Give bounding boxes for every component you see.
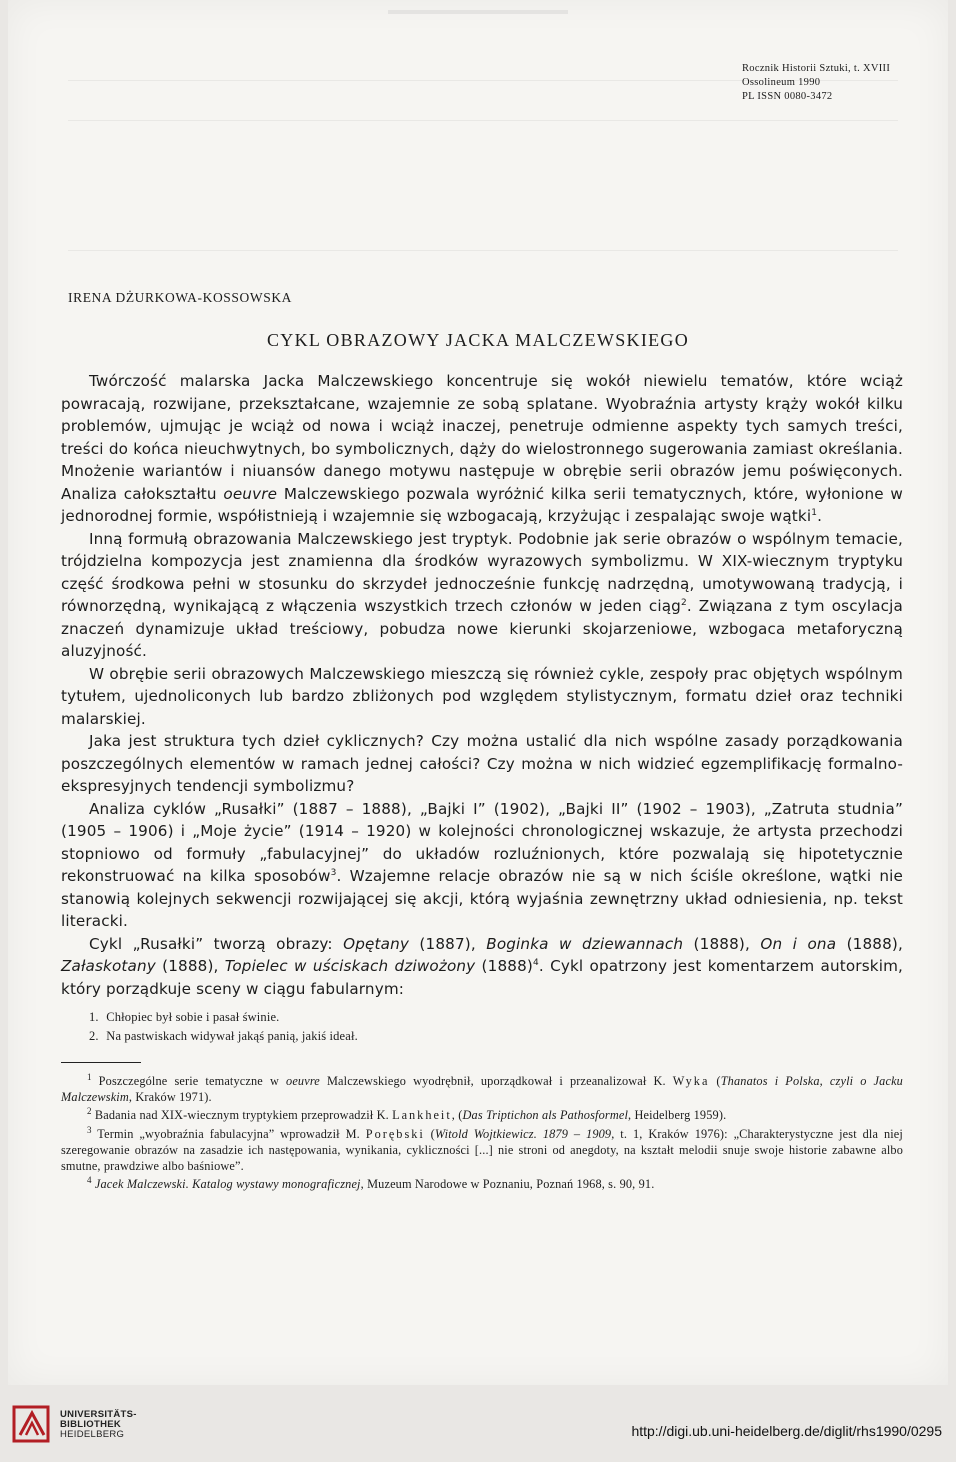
library-logo[interactable]	[12, 1405, 137, 1445]
paragraph: Analiza cyklów „Rusałki” (1887 – 1888), „Bajki I” (1902), „Bajki II” (1902 – 1903), „Zatruta studnia” (1905 – 1906) i „Moje życie” (1914 – 1920) w kolejności chronologicznej wskazuje, że artysta przechodzi stopniowo od formuły „fabulacyjnej” do układów rozluźnionych, które pozwalają się hipotetycznie rekonstruować na kilka sposobów$^3$. Wzajemne relacje obrazów nie są w nich ściśle określone, wątki nie stanowią kolejnych sekwencji rozwijającej się akcji, którą wyjaśnia zewnętrzny układ odniesienia, np. tekst literacki.	[61, 799, 903, 930]
journal-issn: PL ISSN 0080-3472	[742, 91, 833, 102]
footnotes	[61, 1073, 903, 1192]
footnote-2: $^2$ Badania nad XIX-wiecznym tryptykiem przeprowadził K. Lankheit, (Das Triptichon als Pathosformel, Heidelberg 1959).	[87, 1106, 727, 1123]
footnote-1: $^1$ Poszczególne serie tematyczne w oeuvre Malczewskiego wyodrębnił, uporządkował i przeanalizował K. Wyka (Thanatos i Polska, czyli o Jacku Malczewskim, Kraków 1971).	[61, 1071, 903, 1105]
footnote-3: $^3$ Termin „wyobraźnia fabulacyjna” wprowadził M. Porębski (Witold Wojtkiewicz. 1879 – 1909, t. 1, Kraków 1976): „Charakterystyczne jest dla niej szeregowanie obrazów na zasadzie ich następowania, wynikania, cykliczności [...] nie stroni od anegdoty, na kształt melodii snuje swoje historie zabawne albo smutne, prawdziwe albo baśniowe”.	[61, 1124, 903, 1174]
paragraph: W obrębie serii obrazowych Malczewskiego mieszczą się również cykle, zespoły prac objętych wspólnym tytułem, ujednoliconych lub bardzo zbliżonych pod względem stylistycznym, formatu dzieł oraz techniki malarskiej.	[61, 664, 903, 728]
paragraph: Jaka jest struktura tych dzieł cyklicznych? Czy można ustalić dla nich wspólne zasady porządkowania poszczególnych elementów w ramach jednej całości? Czy można w nich widzieć egzemplifikację formalno-ekspresyjnych tendencji symbolizmu?	[61, 732, 903, 795]
library-name: UNIVERSITÄTS- BIBLIOTHEK HEIDELBERG	[60, 1409, 137, 1440]
bleed-through-line	[68, 250, 898, 251]
footnote-ref[interactable]: 2	[680, 597, 687, 608]
journal-info	[742, 62, 890, 104]
footnote-ref[interactable]: 1	[811, 507, 818, 518]
journal-publisher: Ossolineum 1990	[742, 77, 821, 88]
footnote-divider	[61, 1062, 141, 1063]
source-url[interactable]: http://digi.ub.uni-heidelberg.de/diglit/rhs1990/0295	[631, 1423, 942, 1439]
library-emblem-icon	[12, 1405, 54, 1445]
scan-bleed-mark	[388, 10, 568, 14]
article-author: IRENA DŻURKOWA-KOSSOWSKA	[68, 290, 293, 305]
numbered-list	[61, 1008, 903, 1046]
document-page	[8, 0, 948, 1385]
footnote-4: $^4$ Jacek Malczewski. Katalog wystawy monograficznej, Muzeum Narodowe w Poznaniu, Poznań 1968, s. 90, 91.	[87, 1175, 655, 1192]
paragraph: Twórczość malarska Jacka Malczewskiego koncentruje się wokół niewielu tematów, które wciąż powracają, rozwijane, przekształcane, wzajemnie ze sobą splatane. Wyobraźnia artysty krąży wokół kilku problemów, ujmując je wciąż od nowa i wciąż inaczej, penetruje odmienne aspekty tych samych treści, treści do końca nieuchwytnych, bo symbolicznych, dąży do wielostronnego sugerowania zamiast określania. Mnożenie wariantów i niuansów danego motywu następuje w obrębie serii obrazów jemu poświęconych. Analiza całokształtu oeuvre Malczewskiego pozwala wyróżnić kilka serii tematycznych, które, wyłonione w jednorodnej formie, współistnieją i wzajemnie się wzbogacają, krzyżując i zespalając swoje wątki$^1$.	[61, 372, 903, 525]
paragraph: Cykl „Rusałki” tworzą obrazy: Opętany (1887), Boginka w dziewannach (1888), On i ona (1888), Załaskotany (1888), Topielec w uściskach dziwożony $(1888)^4$. Cykl opatrzony jest komentarzem autorskim, który porządkuje sceny w ciągu fabularnym:	[61, 934, 903, 998]
paragraph: Inną formułą obrazowania Malczewskiego jest tryptyk. Podobnie jak serie obrazów o wspólnym temacie, trójdzielna kompozycja jest znamienna dla środków wyrazowych symbolizmu. W XIX-wiecznym tryptyku część środkowa pełni w stosunku do skrzydeł jednocześnie funkcję nadrzędną, umotywowaną tradycją, i równorzędną, wynikającą z włączenia wszystkich trzech członów w jeden ciąg$^2$. Związana z tym oscylacja znaczeń dynamizuje układ treściowy, pobudza nowe kierunki skojarzeniowe, wzbogaca metaforyczną aluzyjność.	[61, 529, 903, 660]
journal-title: Rocznik Historii Sztuki, t. XVIII	[742, 63, 891, 74]
footnote-ref[interactable]: 4	[532, 957, 539, 968]
bleed-through-line	[68, 120, 898, 121]
article-body	[61, 370, 903, 1192]
list-item: 1. Chłopiec był sobie i pasał świnie.	[89, 1010, 280, 1024]
list-item: 2. Na pastwiskach widywał jakąś panią, jakiś ideał.	[89, 1029, 358, 1043]
article-title: CYKL OBRAZOWY JACKA MALCZEWSKIEGO	[266, 330, 690, 350]
footnote-ref[interactable]: 3	[330, 867, 337, 878]
